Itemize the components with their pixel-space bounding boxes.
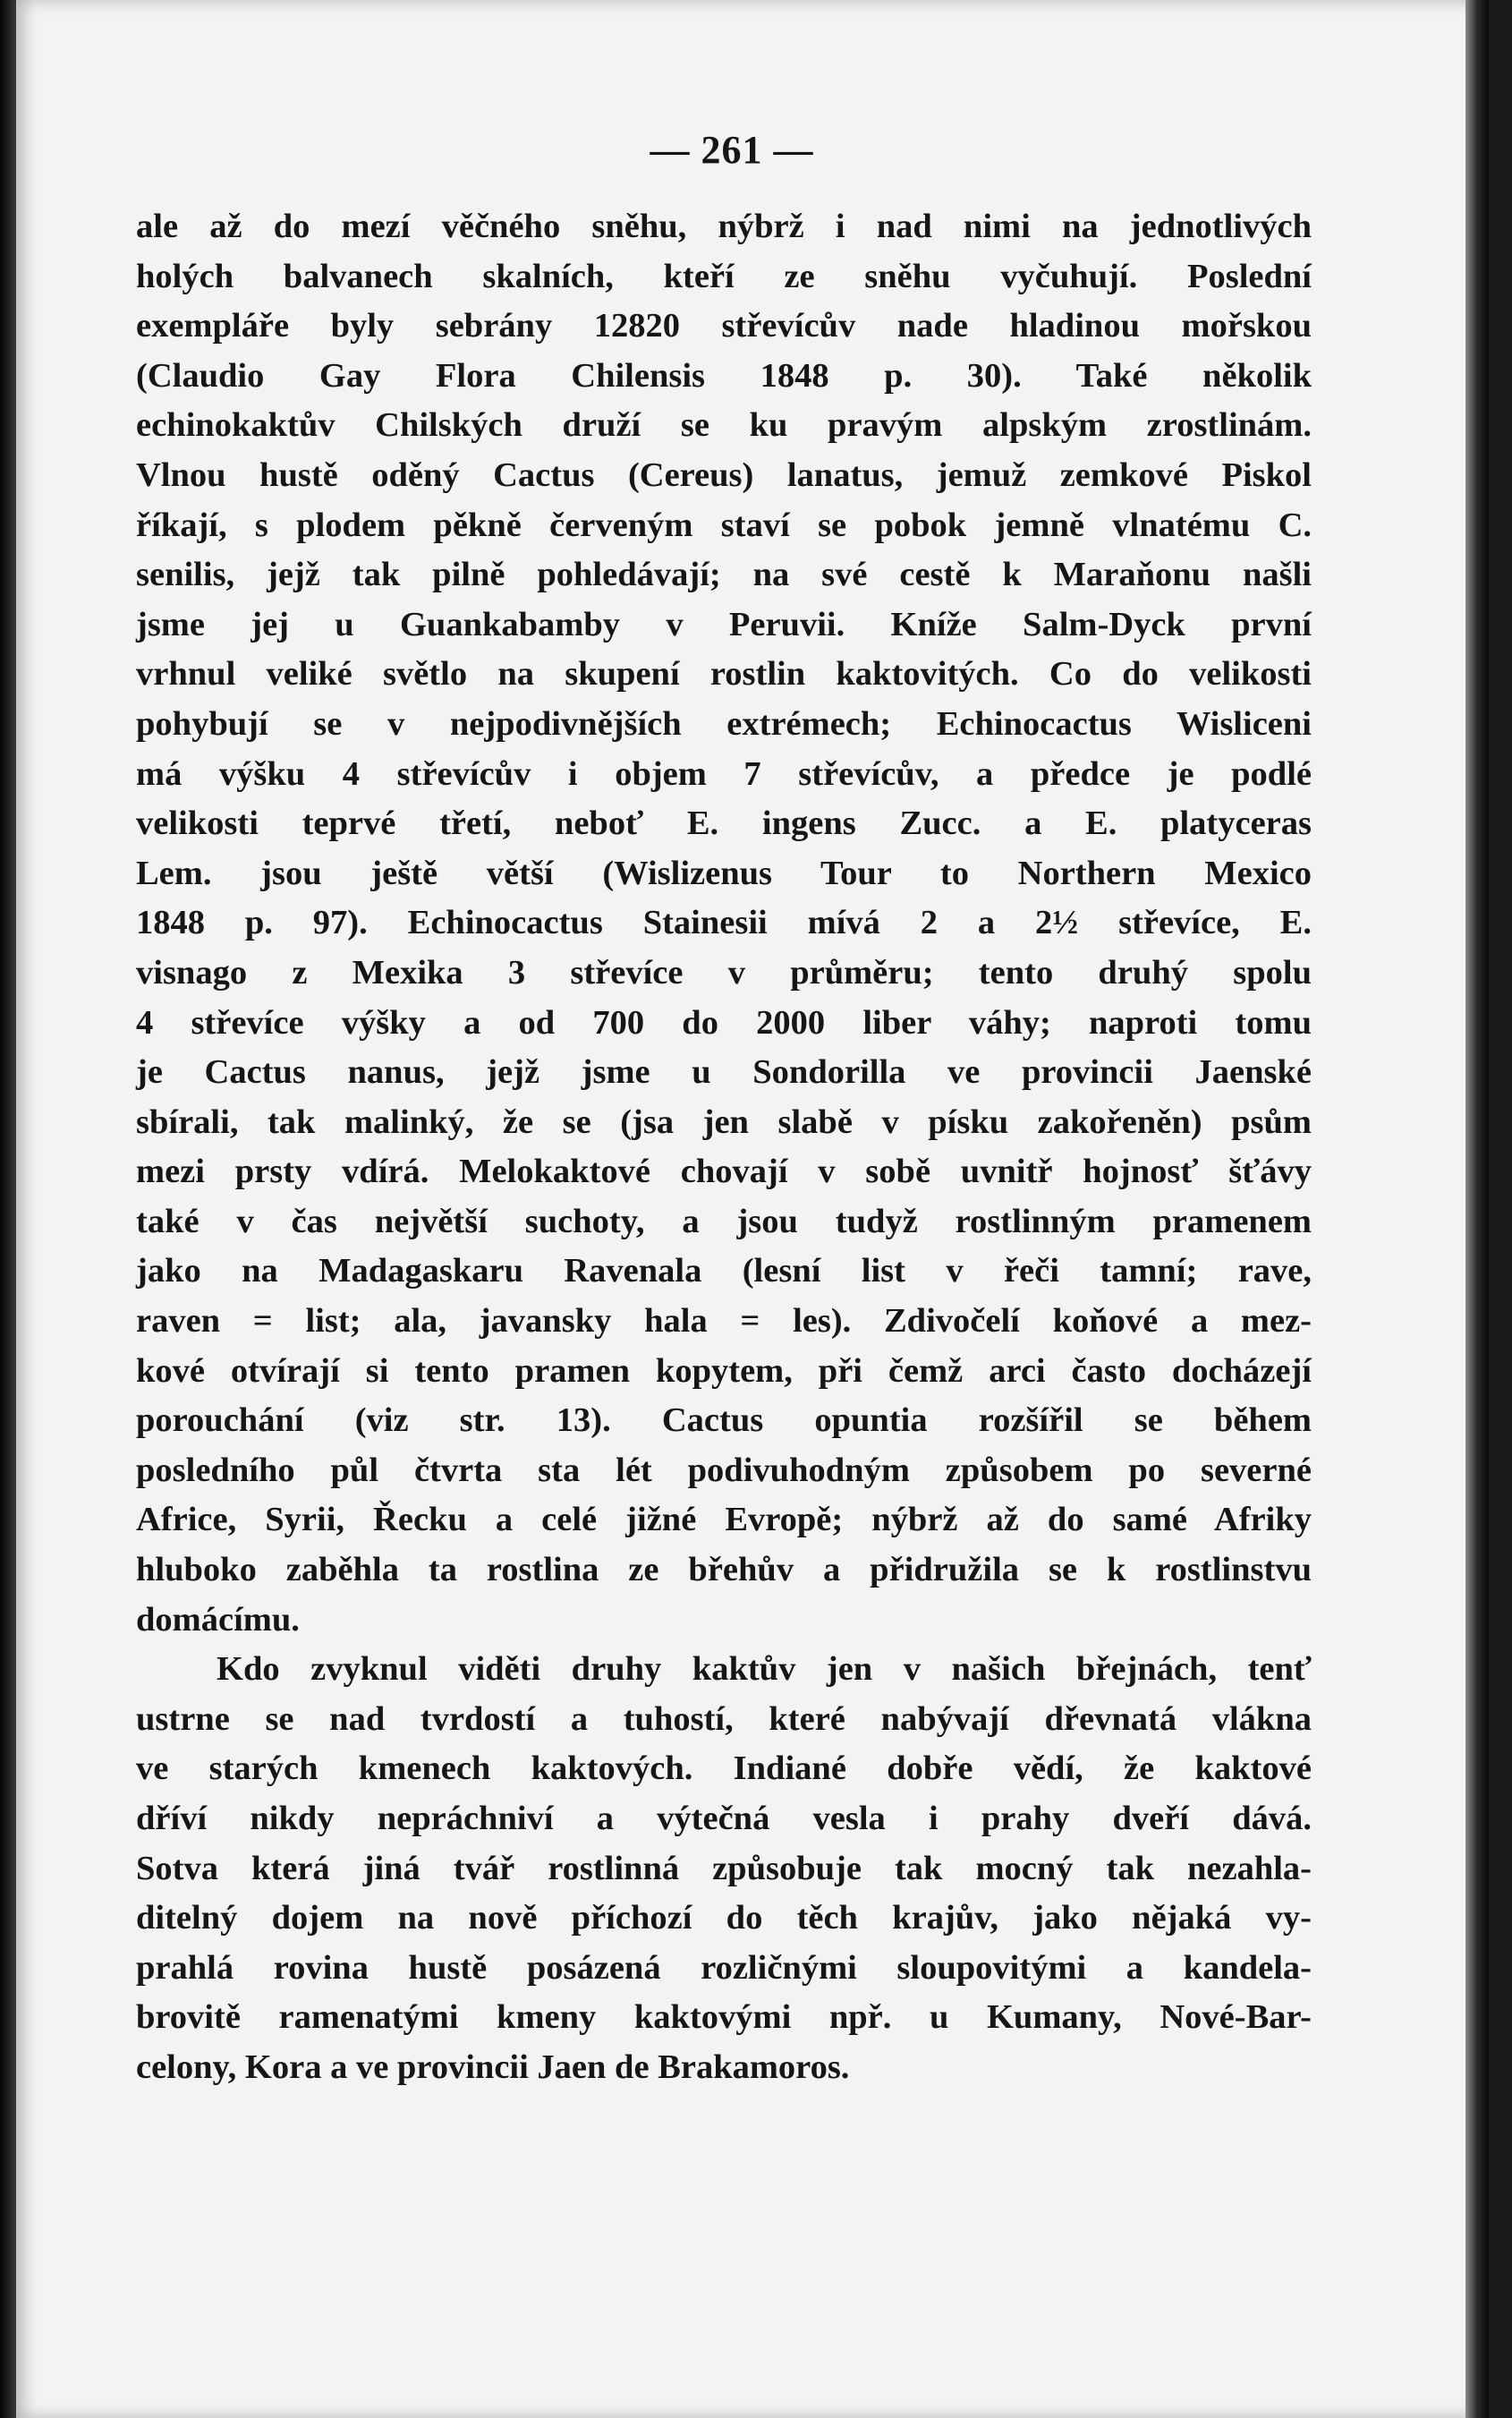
text-line: ditelný dojem na nově příchozí do těch krajův, jako nějaká vy- [136,1899,1312,1937]
text-line: posledního půl čtvrta sta lét podivuhodným způsobem po severné [136,1451,1312,1489]
text-line: Sotva která jiná tvář rostlinná způsobuje tak mocný tak nezahla- [136,1849,1312,1887]
text-line: je Cactus nanus, jejž jsme u Sondorilla ve provincii Jaenské [136,1053,1312,1092]
text-line: holých balvanech skalních, kteří ze sněhu vyčuhují. Poslední [136,257,1312,295]
text-line: hluboko zaběhla ta rostlina ze břehův a přidružila se k rostlinstvu [136,1551,1312,1589]
text-line: kové otvírají si tento pramen kopytem, při čemž arci často docházejí [136,1351,1312,1390]
text-line: senilis, jejž tak pilně pohledávají; na své cestě k Maraňonu našli [136,556,1312,594]
text-line: ustrne se nad tvrdostí a tuhostí, které nabývají dřevnatá vlákna [136,1699,1312,1738]
text-line: prahlá rovina hustě posázená rozličnými sloupovitými a kandela- [136,1948,1312,1987]
text-line: mezi prsty vdírá. Melokaktové chovají v sobě uvnitř hojnosť šťávy [136,1153,1312,1191]
page-number: — 261 — [650,128,814,172]
text-line: (Claudio Gay Flora Chilensis 1848 p. 30). Také několik [136,356,1312,395]
page-text-body [136,202,1312,2093]
text-line: také v čas největší suchoty, a jsou tudyž rostlinným pramenem [136,1202,1312,1240]
text-line: raven = list; ala, javansky hala = les). Zdivočelí koňové a mez- [136,1302,1312,1341]
text-line: dříví nikdy nepráchniví a výtečná vesla i prahy dveří dává. [136,1800,1312,1837]
text-line: Lem. jsou ještě větší (Wislizenus Tour to Northern Mexico [136,854,1312,892]
text-line: visnago z Mexika 3 střevíce v průměru; tento druhý spolu [136,953,1312,992]
text-line: 1848 p. 97). Echinocactus Stainesii mívá 2 a 2½ střevíce, E. [136,904,1312,942]
text-line: má výšku 4 střevícův i objem 7 střevícův, a předce je podlé [136,754,1312,793]
text-line: 4 střevíce výšky a od 700 do 2000 liber váhy; naproti tomu [136,1003,1312,1042]
text-line: brovitě ramenatými kmeny kaktovými npř. u Kumany, Nové-Bar- [136,1998,1312,2037]
text-line: porouchání (viz str. 13). Cactus opuntia rozšířil se během [136,1401,1312,1440]
text-line: echinokaktův Chilských druží se ku pravým alpským zrostlinám. [136,406,1312,445]
text-line: pohybují se v nejpodivnějších extrémech; Echinocactus Wisliceni [136,704,1312,743]
text-line: Vlnou hustě oděný Cactus (Cereus) lanatus, jemuž zemkové Piskol [136,456,1312,494]
text-line: říkají, s plodem pěkně červeným staví se pobok jemně vlnatému C. [136,506,1312,544]
text-line: ve starých kmenech kaktových. Indiané dobře vědí, že kaktové [136,1750,1312,1788]
text-line: celony, Kora a ve provincii Jaen de Brakamoros. [136,2048,850,2086]
text-line: velikosti teprvé třetí, neboť E. ingens Zucc. a E. platyceras [136,805,1312,843]
text-line: Africe, Syrii, Řecku a celé jižné Evropě; nýbrž až do samé Afriky [136,1501,1312,1539]
text-line: ale až do mezí věčného sněhu, nýbrž i nad nimi na jednotlivých [136,208,1312,245]
text-line: vrhnul veliké světlo na skupení rostlin kaktovitých. Co do velikosti [136,655,1312,694]
paragraph [136,202,1312,1645]
text-line: sbírali, tak malinký, že se (jsa jen slabě v písku zakořeněn) psům [136,1103,1312,1141]
text-line: jako na Madagaskaru Ravenala (lesní list v řeči tamní; rave, [136,1252,1312,1290]
text-line: domácímu. [136,1600,300,1639]
paragraph [136,1645,1312,2092]
text-line: Kdo zvyknul viděti druhy kaktův jen v našich břejnách, tenť [217,1650,1312,1689]
book-spine-shadow [0,0,16,2418]
text-line: exempláře byly sebrány 12820 střevícův nade hladinou mořskou [136,307,1312,345]
text-line: jsme jej u Guankabamby v Peruvii. Kníže Salm-Dyck první [136,605,1312,643]
page-right-edge-shadow [1465,0,1489,2418]
book-page [16,0,1489,2418]
